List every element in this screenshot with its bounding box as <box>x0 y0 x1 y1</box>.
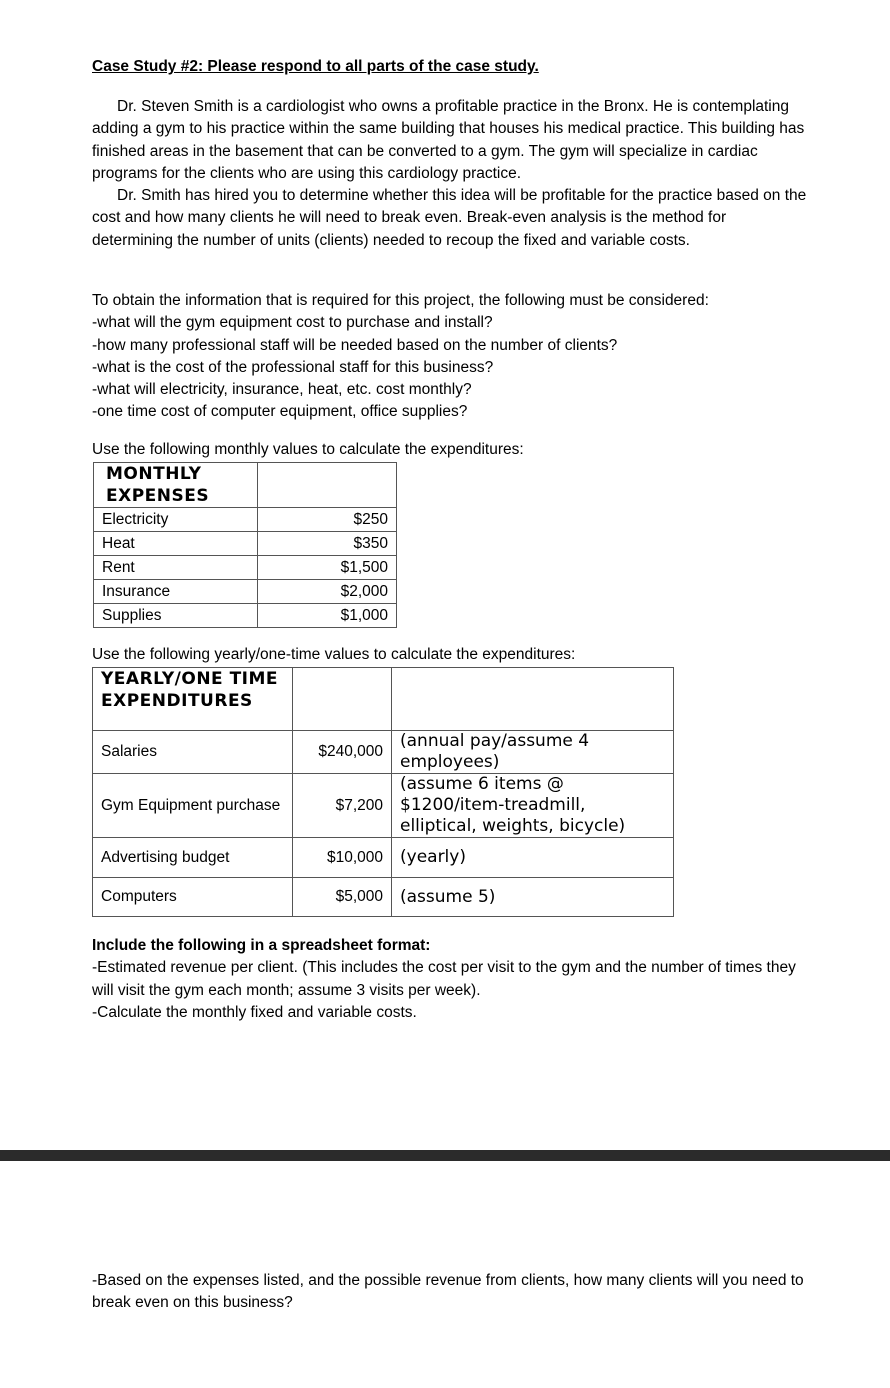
table-row <box>94 604 397 628</box>
expenditure-note: (assume 6 items @ $1200/item-treadmill, elliptical, weights, bicycle) <box>392 774 674 838</box>
requirement-item: -Estimated revenue per client. (This includes the cost per visit to the gym and the number of times they will visit the gym each month; assume 3 visits per week). <box>92 959 796 999</box>
expense-label: Rent <box>94 556 258 580</box>
table-row <box>94 580 397 604</box>
table-header-row <box>93 668 674 731</box>
spreadsheet-requirements <box>92 935 812 1024</box>
expenditure-note: (annual pay/assume 4 employees) <box>392 731 674 774</box>
monthly-expenses-table <box>93 462 397 628</box>
page-divider <box>0 1150 890 1161</box>
considerations-list <box>92 290 807 424</box>
table-row <box>93 731 674 774</box>
considerations-heading: To obtain the information that is required for this project, the following must be considered: <box>92 292 709 309</box>
requirements-heading: Include the following in a spreadsheet format: <box>92 937 431 954</box>
table-row <box>94 556 397 580</box>
expense-value: $2,000 <box>258 580 397 604</box>
expense-label: Electricity <box>94 508 258 532</box>
table-row <box>93 774 674 838</box>
monthly-header-cell: MONTHLY EXPENSES <box>94 463 258 508</box>
consideration-item: -what will electricity, insurance, heat, etc. cost monthly? <box>92 381 472 399</box>
expenditure-value: $7,200 <box>293 774 392 838</box>
expenditure-note: (yearly) <box>392 838 674 878</box>
expense-value: $1,000 <box>258 604 397 628</box>
expenditure-label: Gym Equipment purchase <box>93 774 293 838</box>
break-even-question: -Based on the expenses listed, and the possible revenue from clients, how many clients will you need to break even on this business? <box>92 1272 804 1312</box>
table-row <box>94 508 397 532</box>
table-row <box>94 532 397 556</box>
expenditure-value: $240,000 <box>293 731 392 774</box>
consideration-item: -one time cost of computer equipment, office supplies? <box>92 403 468 421</box>
intro-paragraphs <box>92 96 807 252</box>
table-row <box>93 838 674 878</box>
expenditure-label: Advertising budget <box>93 838 293 878</box>
monthly-intro: Use the following monthly values to calculate the expenditures: <box>92 441 524 458</box>
expense-value: $350 <box>258 532 397 556</box>
expense-label: Heat <box>94 532 258 556</box>
expense-value: $1,500 <box>258 556 397 580</box>
expense-value: $250 <box>258 508 397 532</box>
yearly-expenditures-table <box>92 667 674 917</box>
expense-label: Supplies <box>94 604 258 628</box>
yearly-header-cell: YEARLY/ONE TIME EXPENDITURES <box>93 668 293 731</box>
empty-header-cell <box>293 668 392 731</box>
expenditure-value: $5,000 <box>293 878 392 917</box>
expenditure-label: Computers <box>93 878 293 917</box>
empty-header-cell <box>392 668 674 731</box>
table-row <box>93 878 674 917</box>
consideration-item: -how many professional staff will be needed based on the number of clients? <box>92 336 618 354</box>
case-study-title: Case Study #2: Please respond to all parts of the case study. <box>92 58 539 75</box>
expenditure-value: $10,000 <box>293 838 392 878</box>
consideration-item: -what will the gym equipment cost to purchase and install? <box>92 314 493 332</box>
yearly-intro: Use the following yearly/one-time values to calculate the expenditures: <box>92 646 576 663</box>
expenditure-label: Salaries <box>93 731 293 774</box>
intro-paragraph-2: Dr. Smith has hired you to determine whether this idea will be profitable for the practice based on the cost and how many clients he will need to break even. Break-even analysis is the method for determining the number of units (clients) needed to recoup the fixed and variable costs. <box>92 187 807 249</box>
expenditure-note: (assume 5) <box>392 878 674 917</box>
table-header-row <box>94 463 397 508</box>
requirement-item: -Calculate the monthly fixed and variable costs. <box>92 1003 417 1021</box>
consideration-item: -what is the cost of the professional staff for this business? <box>92 358 494 376</box>
intro-paragraph-1: Dr. Steven Smith is a cardiologist who owns a profitable practice in the Bronx. He is contemplating adding a gym to his practice within the same building that houses his medical practice. This building has finished areas in the basement that can be converted to a gym. The gym will specialize in cardiac programs for the clients who are using this cardiology practice. <box>92 98 805 182</box>
empty-header-cell <box>258 463 397 508</box>
expense-label: Insurance <box>94 580 258 604</box>
